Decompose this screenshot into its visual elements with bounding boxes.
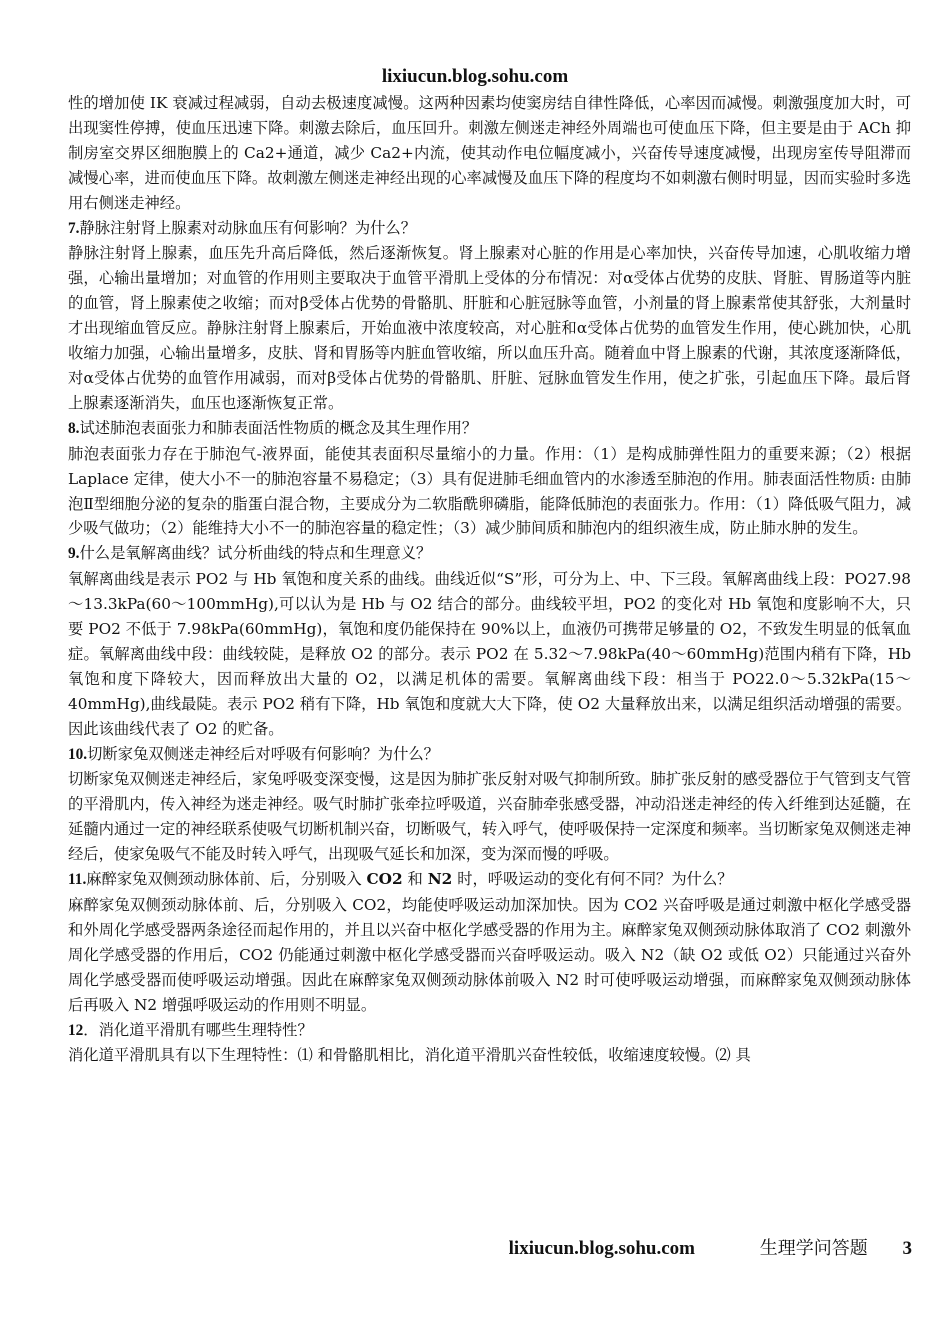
question-11 — [68, 867, 911, 893]
question-term-n2: N2 — [427, 870, 453, 889]
question-number: 12 — [68, 1021, 84, 1039]
document-body — [68, 91, 911, 1068]
question-text: 试述肺泡表面张力和肺表面活性物质的概念及其生理作用？ — [79, 418, 478, 437]
question-text: 静脉注射肾上腺素对动脉血压有何影响？为什么？ — [79, 218, 417, 237]
footer-document-title: 生理学问答题 — [759, 1238, 868, 1259]
answer-12: 消化道平滑肌具有以下生理特性：⑴ 和骨骼肌相比，消化道平滑肌兴奋性较低，收缩速度较慢。⑵ 具 — [68, 1046, 751, 1065]
question-text-part: 和 — [402, 870, 428, 889]
question-number: 8. — [68, 419, 80, 437]
question-10 — [68, 742, 911, 768]
answer-8: 肺泡表面张力存在于肺泡气-液界面，能使其表面积尽量缩小的力量。作用：（1）是构成肺弹性阻力的重要来源；（2）根据 Laplace 定律，使大小不一的肺泡容量不易稳定；（3）具有促进肺毛细血管内的水渗透至肺泡的作用。肺表面活性物质: 由肺泡Ⅱ型细胞分泌的复杂的脂蛋白混合物，主要成分为二软脂酰卵磷脂，能降低肺泡的表面张力。作用：（1）降低吸气阻力，减少吸气做功；（2）能维持大小不一的肺泡容量的稳定性；（3）减少肺间质和肺泡内的组织液生成，防止肺水肿的发生。 — [68, 444, 911, 538]
question-text-part: 时，呼吸运动的变化有何不同？为什么？ — [452, 870, 733, 889]
answer-10: 切断家兔双侧迷走神经后，家兔呼吸变深变慢，这是因为肺扩张反射对吸气抑制所致。肺扩张反射的感受器位于气管到支气管的平滑肌内，传入神经为迷走神经。吸气时肺扩张牵拉呼吸道，兴奋肺牵张感受器，冲动沿迷走神经的传入纤维到达延髓，在延髓内通过一定的神经联系使吸气切断机制兴奋，切断吸气，转入呼气，使呼吸保持一定深度和频率。当切断家兔双侧迷走神经后，使家兔吸气不能及时转入呼气，出现吸气延长和加深，变为深而慢的呼吸。 — [68, 770, 911, 864]
question-number: 7. — [68, 219, 80, 237]
question-number: 11. — [68, 871, 87, 889]
question-text: 切断家兔双侧迷走神经后对呼吸有何影响？为什么？ — [87, 744, 439, 763]
page-header — [0, 66, 950, 88]
question-text: ．消化道平滑肌有哪些生理特性？ — [83, 1020, 313, 1039]
answer-11: 麻醉家兔双侧颈动脉体前、后，分别吸入 CO2，均能使呼吸运动加深加快。因为 CO2 兴奋呼吸是通过刺激中枢化学感受器和外周化学感受器两条途径而起作用的，并且以兴奋中枢化学感受器的作用为主。麻醉家兔双侧颈动脉体取消了 CO2 刺激外周化学感受器的作用后，CO2 仍能通过刺激中枢化学感受器而兴奋呼吸运动。吸入 N2（缺 O2 或低 O2）只能通过兴奋外周化学感受器而使呼吸运动增强。因此在麻醉家兔双侧颈动脉体前吸入 N2 时可使呼吸运动增强，而麻醉家兔双侧颈动脉体后再吸入 N2 增强呼吸运动的作用则不明显。 — [68, 896, 911, 1014]
question-12 — [68, 1018, 911, 1044]
paragraph-continued: 性的增加使 IK 衰减过程减弱，自动去极速度减慢。这两种因素均使窦房结自律性降低，心率因而减慢。刺激强度加大时，可出现窦性停搏，使血压迅速下降。刺激去除后，血压回升。刺激左侧迷走神经外周端也可使血压下降，但主要是由于 ACh 抑制房室交界区细胞膜上的 Ca2+通道，减少 Ca2+内流，使其动作电位幅度减小，兴奋传导速度减慢，出现房室传导阻滞而减慢心率，进而使血压下降。故刺激左侧迷走神经出现的心率减慢及血压下降的程度均不如刺激右侧时明显，因而实验时多选用右侧迷走神经。 — [68, 94, 911, 212]
question-number: 10. — [68, 745, 88, 763]
question-8 — [68, 416, 911, 442]
answer-9: 氧解离曲线是表示 PO2 与 Hb 氧饱和度关系的曲线。曲线近似“S”形，可分为上、中、下三段。氧解离曲线上段：PO27.98～13.3kPa(60～100mmHg),可以认为是 Hb 与 O2 结合的部分。曲线较平坦，PO2 的变化对 Hb 氧饱和度影响不大，只要 PO2 不低于 7.98kPa(60mmHg)，氧饱和度仍能保持在 90%以上，血液仍可携带足够量的 O2，不致发生明显的低氧血症。氧解离曲线中段：曲线较陡，是释放 O2 的部分。表示 PO2 在 5.32～7.98kPa(40～60mmHg)范围内稍有下降，Hb 氧饱和度下降较大，因而释放出大量的 O2，以满足机体的需要。氧解离曲线下段：相当于 PO22.0～5.32kPa(15～40mmHg),曲线最陡。表示 PO2 稍有下降，Hb 氧饱和度就大大下降，使 O2 大量释放出来，以满足组织活动增强的需要。因此该曲线代表了 O2 的贮备。 — [68, 570, 911, 738]
page-footer — [509, 1234, 912, 1260]
header-site-url: lixiucun.blog.sohu.com — [381, 66, 569, 87]
page-number: 3 — [902, 1238, 912, 1259]
question-text-part: 麻醉家兔双侧颈动脉体前、后，分别吸入 — [86, 870, 367, 889]
question-9 — [68, 541, 911, 567]
footer-site-url: lixiucun.blog.sohu.com — [508, 1238, 695, 1259]
answer-7: 静脉注射肾上腺素，血压先升高后降低，然后逐渐恢复。肾上腺素对心脏的作用是心率加快，兴奋传导加速，心肌收缩力增强，心输出量增加；对血管的作用则主要取决于血管平滑肌上受体的分布情况：对α受体占优势的皮肤、肾脏、胃肠道等内脏的血管，肾上腺素使之收缩；而对β受体占优势的骨骼肌、肝脏和心脏冠脉等血管，小剂量的肾上腺素常使其舒张，大剂量时才出现缩血管反应。静脉注射肾上腺素后，开始血液中浓度较高，对心脏和α受体占优势的血管发生作用，使心跳加快，心肌收缩力加强，心输出量增多，皮肤、肾和胃肠等内脏血管收缩，所以血压升高。随着血中肾上腺素的代谢，其浓度逐渐降低，对α受体占优势的血管作用减弱，而对β受体占优势的骨骼肌、肝脏、冠脉血管发生作用，使之扩张，引起血压下降。最后肾上腺素逐渐消失，血压也逐渐恢复正常。 — [68, 244, 911, 412]
question-text: 什么是氧解离曲线？试分析曲线的特点和生理意义？ — [79, 544, 432, 563]
question-term-co2: CO2 — [366, 870, 403, 889]
question-7 — [68, 216, 911, 242]
question-number: 9. — [68, 545, 80, 563]
